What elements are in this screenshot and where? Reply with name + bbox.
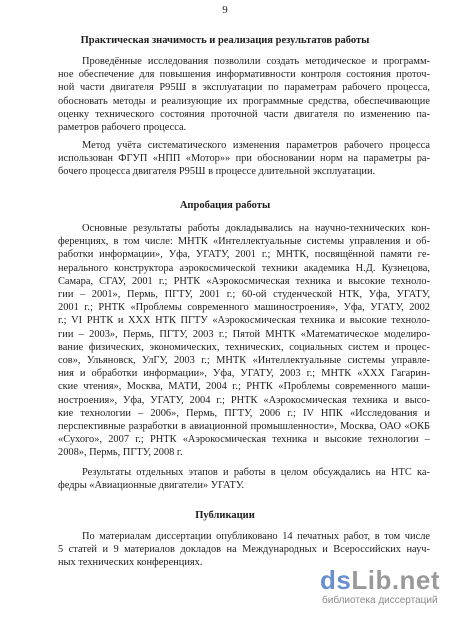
text-line: 2008», Пермь, ПГТУ, 2008 г. <box>58 447 183 459</box>
text-line: ное обеспечение для повышения информативности контроля состояния проточ- <box>58 69 430 81</box>
text-line: гии – 2003», Пермь, ПГТУ, 2003 г.; Пятой МНТК «Математическое моделиро- <box>58 328 430 340</box>
paragraph-publications-1 <box>58 530 430 570</box>
paragraph-significance-1 <box>58 55 430 134</box>
text-line: По материалам диссертации опубликовано 14 печатных работ, в том числе <box>82 531 430 542</box>
text-line: ские чтения», Москва, МАТИ, 2004 г.; РНТК «Проблемы современного маши- <box>58 381 430 393</box>
text-line: Проведённые исследования позволили создать методическое и программ- <box>82 56 430 67</box>
watermark-logo-part2: Lib.net <box>351 565 441 595</box>
text-line: ных технических конференциях. <box>58 557 203 569</box>
text-line: гии – 2001», Пермь, ПГТУ, 2001 г.; 60-ой студенческой НТК, Уфа, УГАТУ, <box>58 289 430 301</box>
text-line: Метод учёта систематического изменения параметров рабочего процесса <box>82 140 430 151</box>
text-line: ностроения», Уфа, УГАТУ, 2004 г.; РНТК «Аэрокосмическая техника и высо- <box>58 394 430 406</box>
text-line: 2001 г.; РНТК «Проблемы современного машиностроения», Уфа, УГАТУ, 2002 <box>58 302 430 314</box>
paragraph-significance-2 <box>58 139 430 179</box>
watermark-logo-part1: ds <box>320 565 352 595</box>
text-line: федры «Авиационные двигатели» УГАТУ. <box>58 480 245 492</box>
text-line: сов», Ульяновск, УлГУ, 2003 г.; МНТК «Интеллектуальные системы управле- <box>58 355 430 367</box>
text-line: ференциях, в том числе: МНТК «Интеллектуальные системы управления и об- <box>58 236 430 248</box>
heading-significance: Практическая значимость и реализация результатов работы <box>80 35 370 46</box>
text-line: нерального конструктора аэрокосмической техники академика Н.Д. Кузнецова, <box>58 262 430 274</box>
heading-approbation: Апробация работы <box>179 200 271 211</box>
text-line: г.; VI РНТК и XXX НТК ПГТУ «Аэрокосмическая техника и высокие техноло- <box>58 315 430 327</box>
text-line: использован ФГУП «НПП «Мотор»» при обосновании норм на параметры ра- <box>58 153 430 165</box>
text-line: бочего процесса двигателя Р95Ш в процессе длительной эксплуатации. <box>58 166 376 178</box>
text-line: ной части двигателя Р95Ш в эксплуатации по параметрам рабочего процесса, <box>58 82 430 94</box>
dslib-watermark <box>320 566 440 610</box>
text-line: кие технологии – 2006», Пермь, ПГТУ, 2006 г.; IV НПК «Исследования и <box>58 407 430 419</box>
text-line: вание физических, экономических, технических, социальных систем и процес- <box>58 341 430 353</box>
watermark-logo <box>320 566 440 594</box>
text-line: работки информации», Уфа, УГАТУ, 2001 г.; МНТК, посвящённой памяти ге- <box>58 249 430 261</box>
watermark-subtitle: библиотека диссертаций <box>322 595 438 606</box>
paragraph-approbation-1 <box>58 222 430 460</box>
page-number: 9 <box>222 4 228 16</box>
text-line: Результаты отдельных этапов и работы в целом обсуждались на НТС ка- <box>82 467 430 478</box>
text-line: оценку технического состояния проточной части двигателя по изменению па- <box>58 108 430 120</box>
text-line: «Сухого», 2007 г.; РНТК «Аэрокосмическая техника и высокие технологии – <box>58 434 430 446</box>
text-line: 5 статей и 9 материалов докладов на Международных и Всероссийских науч- <box>58 544 430 556</box>
text-line: обосновать методы и реализующие их программные средства, обеспечивающие <box>58 95 430 107</box>
paragraph-approbation-2 <box>58 466 430 492</box>
text-line: раметров рабочего процесса. <box>58 122 187 134</box>
text-line: Самара, СГАУ, 2001 г.; РНТК «Аэрокосмическая техника и высокие техноло- <box>58 275 430 287</box>
heading-publications: Публикации <box>195 510 255 521</box>
text-line: ния и обработки информации», Уфа, УГАТУ, 2003 г.; МНТК «XXX Гагарин- <box>58 368 430 380</box>
text-line: перспективные разработки в авиационной промышленности», Москва, ОАО «ОКБ <box>58 421 430 433</box>
text-line: Основные результаты работы докладывались на научно-технических кон- <box>82 223 430 234</box>
